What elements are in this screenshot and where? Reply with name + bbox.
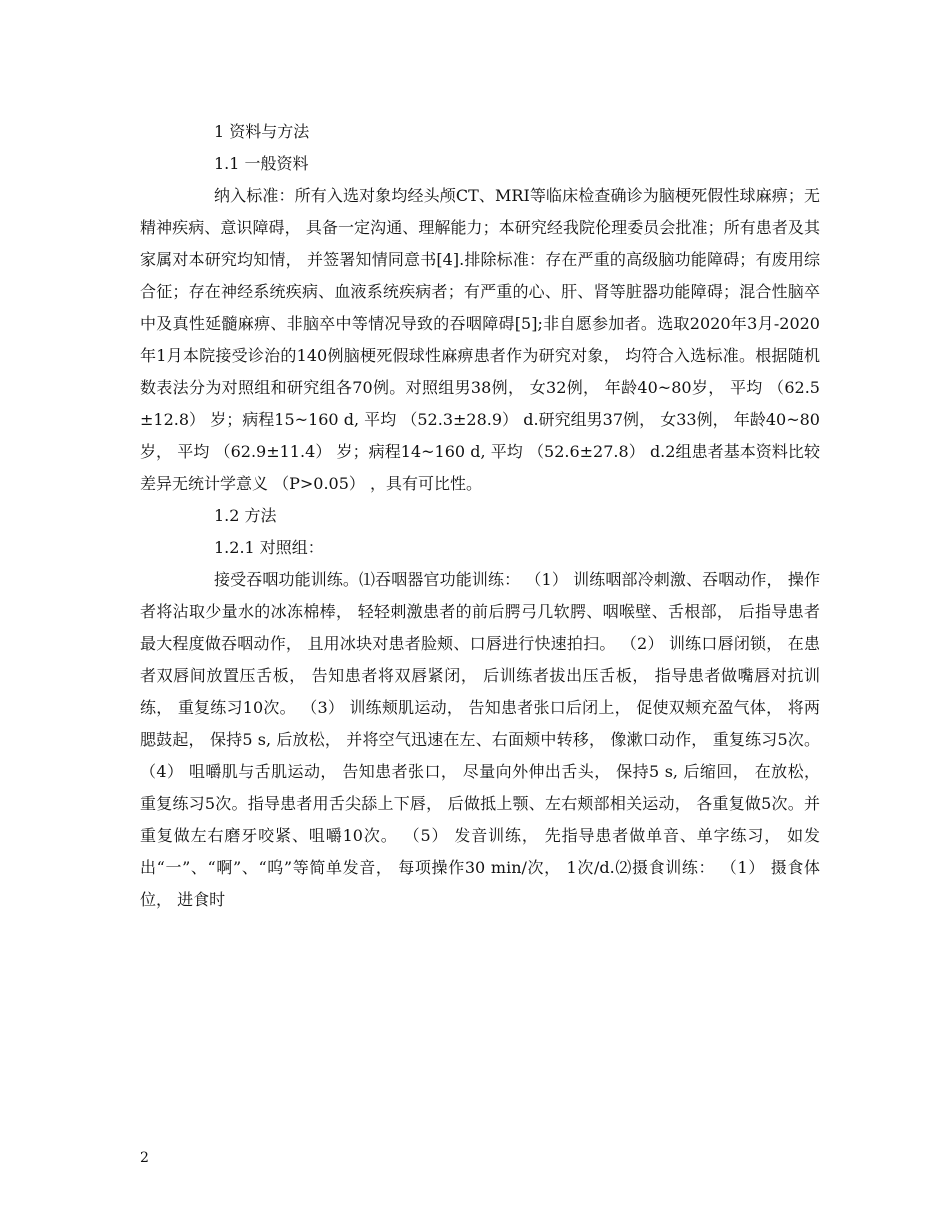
paragraph-swallowing-training: 接受吞咽功能训练。⑴吞咽器官功能训练： （1） 训练咽部冷刺激、吞咽动作， 操作者将沾取少量水的冰冻棉棒， 轻轻刺激患者的前后腭弓几软腭、咽喉壁、舌根部， 后指导患者最大程度做吞咽动作， 且用冰块对患者脸颊、口唇进行快速拍扫。 （2） 训练口唇闭锁， 在患者双唇间放置压舌板， 告知患者将双唇紧闭， 后训练者拔出压舌板， 指导患者做嘴唇对抗训练， 重复练习10次。 （3） 训练颊肌运动， 告知患者张口后闭上， 促使双颊充盈气体， 将两腮鼓起， 保持5 s, 后放松， 并将空气迅速在左、右面颊中转移， 像漱口动作， 重复练习5次。 （4） 咀嚼肌与舌肌运动， 告知患者张口， 尽量向外伸出舌头， 保持5 s, 后缩回， 在放松， 重复练习5次。指导患者用舌尖舔上下唇， 后做抵上颚、左右颊部相关运动， 各重复做5次。并重复做左右磨牙咬紧、咀嚼10次。 （5） 发音训练， 先指导患者做单音、单字练习， 如发出“一”、“啊”、“呜”等简单发音， 每项操作30 min/次， 1次/d.⑵摄食训练： （1） 摄食体位， 进食时	[140, 570, 820, 909]
paragraph-inclusion-criteria: 纳入标准：所有入选对象均经头颅CT、MRI等临床检查确诊为脑梗死假性球麻痹；无精神疾病、意识障碍， 具备一定沟通、理解能力；本研究经我院伦理委员会批准；所有患者及其家属对本研究均知情， 并签署知情同意书[4].排除标准：存在严重的高级脑功能障碍；有废用综合征；存在神经系统疾病、血液系统疾病者；有严重的心、肝、肾等脏器功能障碍；混合性脑卒中及真性延髓麻痹、非脑卒中等情况导致的吞咽障碍[5];非自愿参加者。选取2020年3月-2020年1月本院接受诊治的140例脑梗死假球性麻痹患者作为研究对象， 均符合入选标准。根据随机数表法分为对照组和研究组各70例。对照组男38例， 女32例， 年龄40~80岁， 平均 （62.5±12.8） 岁；病程15~160 d, 平均 （52.3±28.9） d.研究组男37例， 女33例， 年龄40~80岁， 平均 （62.9±11.4） 岁；病程14~160 d, 平均 （52.6±27.8） d.2组患者基本资料比较差异无统计学意义 （P>0.05） ，具有可比性。	[140, 186, 820, 493]
document-body	[140, 116, 820, 916]
subsection-heading-methods: 1.2 方法	[214, 506, 277, 525]
section-heading-materials-methods: 1 资料与方法	[214, 122, 310, 141]
page-number: 2	[140, 1150, 149, 1166]
subsection-heading-general-data: 1.1 一般资料	[214, 154, 309, 173]
subsection-heading-control-group: 1.2.1 对照组：	[214, 538, 324, 557]
